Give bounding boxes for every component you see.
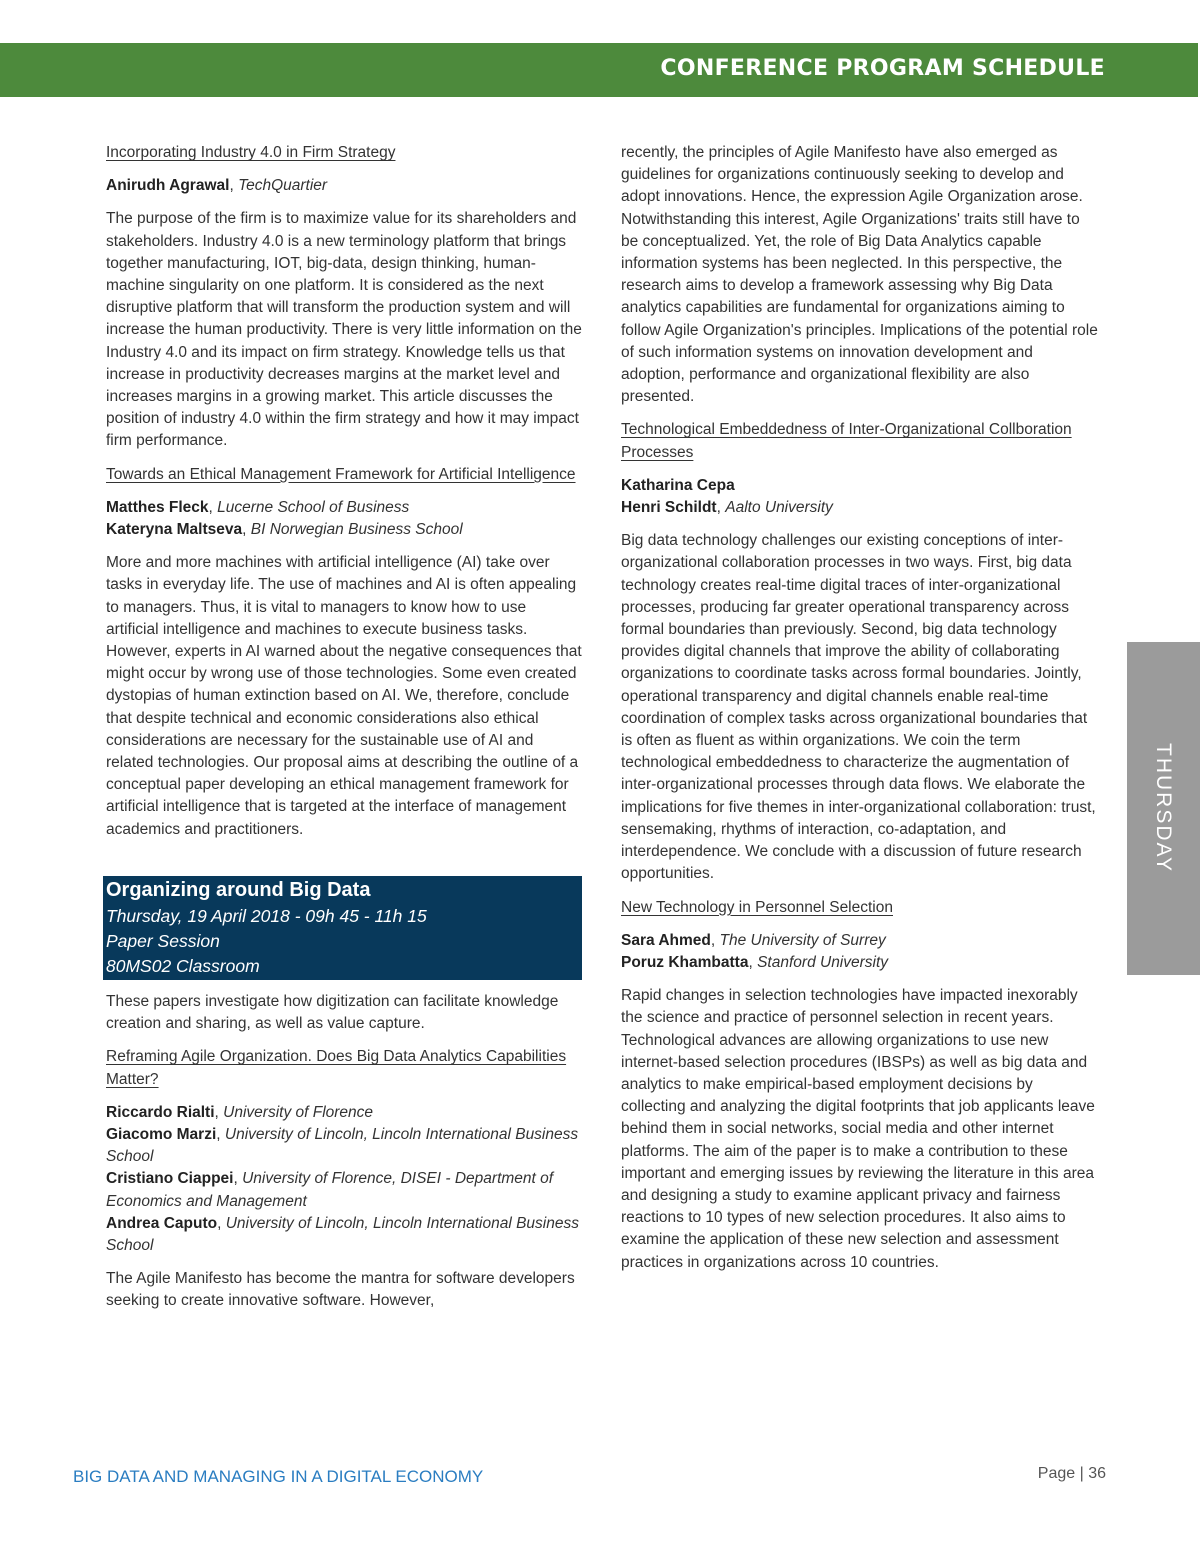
- day-label: THURSDAY: [1152, 743, 1175, 873]
- author-name: Katharina Cepa: [621, 476, 735, 494]
- author-affiliation: University of Florence: [223, 1103, 374, 1121]
- author-affiliation: University of Lincoln, Lincoln International Business School: [106, 1214, 579, 1254]
- author: Anirudh Agrawal, TechQuartier: [106, 177, 328, 195]
- paper-abstract-continued: recently, the principles of Agile Manifesto have also emerged as guidelines for organizations continuously seeking to develop and adopt innovations. Hence, the expression Agile Organization arose. Notwithstanding this interest, Agile Organizations' traits still have to be conceptualized. Yet, the role of Big Data Analytics capable information systems has been neglected. In this perspective, the research aims to develop a framework assessing why Big Data analytics capabilities are fundamental for organizations aiming to follow Agile Organization's principles. Implications of the potential role of such information systems on innovation development and adoption, performance and organizational flexibility are also presented.: [621, 144, 1098, 406]
- paper-title: Technological Embeddedness of Inter-Organizational Collboration Processes: [621, 421, 1072, 461]
- paper-abstract: The Agile Manifesto has become the mantra for software developers seeking to create innovative software. However,: [106, 1270, 575, 1310]
- author-name: Riccardo Rialti: [106, 1103, 215, 1121]
- author: Poruz Khambatta, Stanford University: [621, 953, 889, 971]
- author: Sara Ahmed, The University of Surrey: [621, 931, 886, 949]
- page-number: Page | 36: [1037, 1465, 1106, 1482]
- author: Kateryna Maltseva, BI Norwegian Business School: [106, 521, 463, 539]
- author: Giacomo Marzi, University of Lincoln, Lincoln International Business School: [106, 1125, 579, 1166]
- paper-title: Incorporating Industry 4.0 in Firm Strategy: [106, 144, 396, 161]
- author: Matthes Fleck, Lucerne School of Business: [106, 498, 410, 516]
- session-title: Organizing around Big Data: [106, 878, 371, 901]
- author-name: Sara Ahmed: [621, 931, 711, 949]
- author: Riccardo Rialti, University of Florence: [106, 1103, 374, 1121]
- author-name: Andrea Caputo: [106, 1214, 218, 1232]
- author-affiliation: BI Norwegian Business School: [250, 521, 463, 539]
- paper-title: Reframing Agile Organization. Does Big Data Analytics Capabilities Matter?: [106, 1048, 567, 1088]
- author-affiliation: University of Lincoln, Lincoln International Business School: [106, 1125, 579, 1166]
- author-affiliation: Lucerne School of Business: [217, 498, 410, 516]
- author-list: [106, 497, 582, 541]
- session-type: Paper Session: [106, 930, 220, 951]
- author-name: Henri Schildt: [621, 499, 717, 517]
- paper-abstract: The purpose of the firm is to maximize value for its shareholders and stakeholders. Industry 4.0 is a new terminology platform that brings together manufacturing, IOT, big-data, design thinking, human-machine singularity on one platform. It is considered as the next disruptive platform that will transform the production system and will increase the human productivity. There is very little information on the Industry 4.0 and its impact on firm strategy. Knowledge tells us that increase in productivity decreases margins at the market level and increases margins in a growing market. This article discusses the position of industry 4.0 within the firm strategy and how it may impact firm performance.: [106, 210, 582, 450]
- footer-conference-name: BIG DATA AND MANAGING IN A DIGITAL ECONOMY: [73, 1467, 484, 1486]
- author-name: Anirudh Agrawal: [106, 177, 230, 195]
- author-affiliation: The University of Surrey: [719, 931, 886, 949]
- left-column: [106, 142, 582, 1324]
- author: Andrea Caputo, University of Lincoln, Lincoln International Business School: [106, 1214, 579, 1254]
- session-datetime: Thursday, 19 April 2018 - 09h 45 - 11h 15: [106, 905, 427, 926]
- header-banner: [0, 43, 1198, 97]
- author: [621, 475, 1099, 497]
- author-list: [106, 175, 582, 197]
- author-name: Cristiano Ciappei: [106, 1170, 234, 1188]
- author-name: Matthes Fleck: [106, 498, 209, 516]
- session-header: [103, 876, 582, 980]
- author-affiliation: TechQuartier: [238, 177, 328, 195]
- author-list: [621, 475, 1099, 519]
- author-affiliation: University of Florence, DISEI - Department of Economics and Management: [106, 1170, 554, 1210]
- page-label: Page: [1037, 1465, 1076, 1482]
- session-room: 80MS02 Classroom: [106, 955, 260, 976]
- author-affiliation: Stanford University: [757, 953, 889, 971]
- paper-title: Towards an Ethical Management Framework for Artificial Intelligence: [106, 465, 576, 483]
- author-list: [621, 930, 1099, 974]
- author-name: Giacomo Marzi: [106, 1125, 217, 1143]
- session-intro: These papers investigate how digitization can facilitate knowledge creation and sharing, as well as value capture.: [106, 992, 559, 1033]
- paper-abstract: Rapid changes in selection technologies have impacted inexorably the science and practice of personnel selection in recent years. Technological advances are allowing organizations to use new internet-based selection procedures (IBSPs) as well as big data and analytics to make empirical-based employment decisions by collecting and analyzing the digital footprints that job applicants leave behind them in social networks, social media and other internet platforms. The aim of the paper is to make a contribution to these important and emerging issues by reviewing the literature in this area and designing a study to examine applicant privacy and fairness reactions to 10 types of new selection procedures. It also aims to examine the application of these new selection and assessment practices in organizations across 10 countries.: [621, 987, 1095, 1271]
- right-column: [621, 142, 1099, 1285]
- page-title: CONFERENCE PROGRAM SCHEDULE: [660, 56, 1105, 81]
- paper-abstract: Big data technology challenges our existing conceptions of inter-organizational collaboration processes in two ways. First, big data technology creates real-time digital traces of inter-organizational processes, producing far greater operational transparency across formal boundaries than previously. Second, big data technology provides digital channels that improve the ability of collaborating organizations to coordinate tasks across formal boundaries. Jointly, operational transparency and digital channels enable real-time coordination of complex tasks across organizational boundaries that is often as fluent as within organizations. We coin the term technological embeddedness to characterize the augmentation of inter-organizational processes through data flows. We elaborate the implications for five themes in inter-organizational collaboration: trust, sensemaking, rhythms of interaction, co-adaptation, and interdependence. We conclude with a discussion of future research opportunities.: [621, 532, 1096, 883]
- author-name: Kateryna Maltseva: [106, 521, 243, 539]
- day-side-tab: [1127, 642, 1200, 975]
- author-list: [106, 1102, 582, 1257]
- paper-abstract: More and more machines with artificial intelligence (AI) take over tasks in everyday life. The use of machines and AI is often appealing to managers. Thus, it is vital to managers to know how to use artificial intelligence and machines to execute business tasks. However, experts in AI warned about the negative consequences that might occur by wrong use of those technologies. Some even created dystopias of human extinction based on AI. We, therefore, conclude that despite technical and economic considerations also ethical considerations are necessary for the sustainable use of AI and related technologies. Our proposal aims at describing the outline of a conceptual paper developing an ethical management framework for artificial intelligence that is targeted at the interface of management academics and practitioners.: [106, 554, 582, 838]
- author: Henri Schildt, Aalto University: [621, 499, 833, 517]
- author-affiliation: Aalto University: [725, 499, 833, 517]
- paper-title: New Technology in Personnel Selection: [621, 898, 893, 916]
- author: Cristiano Ciappei, University of Florence, DISEI - Department of Economics and Management: [106, 1170, 554, 1210]
- page-number-value: 36: [1088, 1465, 1106, 1482]
- author-name: Poruz Khambatta: [621, 953, 749, 971]
